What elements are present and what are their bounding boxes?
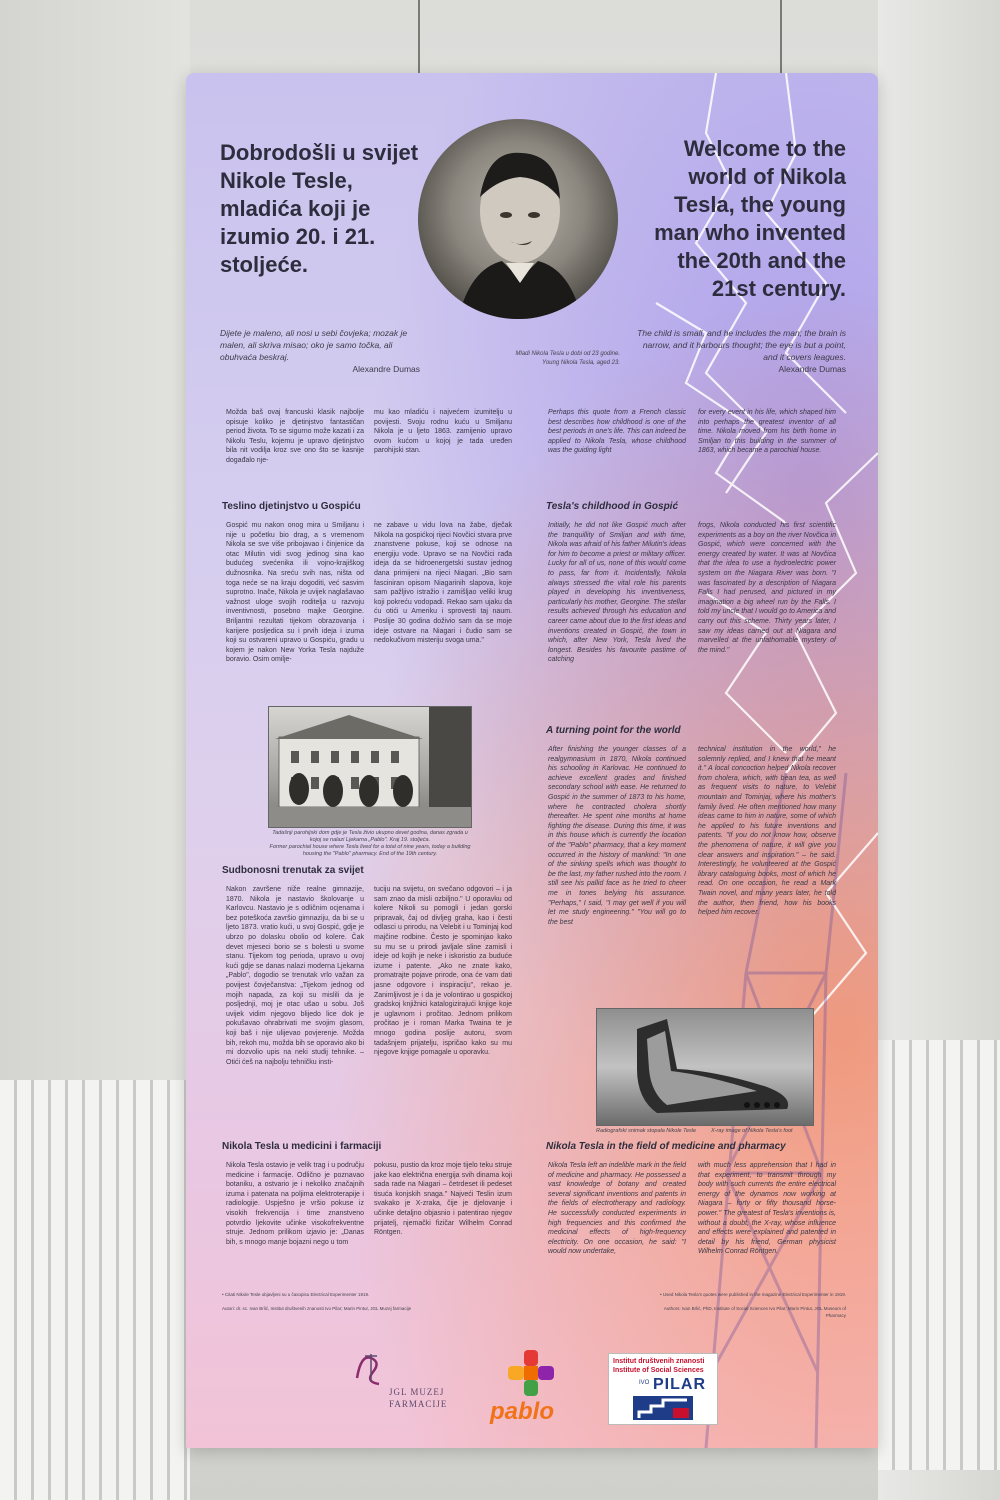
ivo-pilar-institute-logo bbox=[608, 1353, 718, 1425]
quote-english: The child is small, and he includes the man; the brain is narrow, and it harbours thought; the eye is but a point, and it covers leagues. Alexandre Dumas bbox=[637, 328, 846, 374]
medicine-en-col2: with much less apprehension that I had in that experiment, to transmit through my body with such currents the entire electrical energy of the dynamos now working at Niagara – forty or fifty thousand horse-power." The greatest of Tesla's inventions is, without a doubt, the X-ray, whose influence and effects were explained and patented in detail by his friend, German physicist Wilhelm Conrad Röntgen. bbox=[698, 1162, 836, 1256]
medicine-en-col1: Nikola Tesla left an indelible mark in the field of medicine and pharmacy. He possessed a vast knowledge of botany and created several significant inventions and patents in the fields of electrotherapy and radiology. He successfully conducted experiments in high frequencies and this confirmed the medicinal effects of high-frequency electricity. On one occasion, he said: "I would now undertake, bbox=[548, 1162, 686, 1256]
xray-caption-hr: Radiografski snimak stopala Nikole Tesle bbox=[596, 1128, 697, 1134]
medicine-hr-col2: pokusu, pustio da kroz moje tijelo teku struje jake kao električna energija svih dinama koji sada rade na Niagari – četrdeset ili pedeset tisuća konjskih snaga." Najveći Teslin izum svakako je X-zraka, čije je djelovanje i učinke detaljno objasnio i patentirao njegov prijatelj, njemački fizičar Wilhelm Conrad Röntgen. bbox=[374, 1162, 512, 1237]
photo-parochial-house bbox=[268, 706, 472, 828]
pilar-wordmark: PILAR bbox=[653, 1376, 706, 1393]
authors-hr: Autori: dr. sc. Ivan Brlić, Institut društvenih znanosti Ivo Pilar; Marin Pintur, JGL Muzej farmacije bbox=[222, 1306, 412, 1311]
portrait-caption: Mladi Nikola Tesla u dobi od 23 godine. Young Nikola Tesla, aged 23. bbox=[515, 351, 620, 366]
pablo-pharmacy-logo bbox=[482, 1348, 582, 1432]
fateful-hr-col2: tuciju na svijetu, on svečano odgovori – i ja sam znao da misli ozbiljno." U oporavku od kolere Nikoli su pomogli i jedan gorski pripravak, čaj od divljeg graha, kao i česti odlasci u prirodu, na Velebit i u Tominjaj kod majčine rodbine. Često je spominjao kako su mu se u prirodi javljale sline zamisli i ideje od kojih je neke i iskoristio za buduće izume i patente. „Ako ne znate kako, promatrajte pojave prirode, ona će vam dati jasne odgovore i inspiraciju", rekao je. Zanimljivost je i da je volontirao u gospićkoj gradskoj knjižnici katalogizirajući knjige koje je uglavnom i pročitao. Jednom prilikom pročitao je i roman Marka Twaina te je mnogo godina poslije autoru, svom tadašnjem prijatelju, ispričao kako su mu njegove knjige pomagale u oporavku. bbox=[374, 886, 512, 1057]
turning-en-col2: technical institution in the world," he solemnly replied, and I knew that he meant it." A local concoction helped Nikola recover from cholera, which, with bean tea, as well as frequent visits to nature, to Velebit mountain and Tominjaj, where his mother's family lived. He often mentioned how many ideas came to him in nature, some of which he applied to his future inventions and patents. "If you do not know how, observe the phenomena of nature, it will give you clear answers and inspiration." – he said. Interestingly, he volunteered at the Gospić library cataloguing books, most of which he read. On one occasion, he read a Mark Twain novel, and many years later, he told the author, then friend, how his books helped him recover. bbox=[698, 746, 836, 917]
fateful-hr-col1: Nakon završene niže realne gimnazije, 1870. Nikola je nastavio školovanje u Karlovcu. Nastavio je s odličnim ocjenama i bez poteškoća završio gimnaziju, da bi se u ljeto 1873. vratio kući, u svoj Gospić, gdje je ubrzo po dolasku obolio od kolere. Čak devet mjeseci borio se s bolesti u svome stanu. Tijekom tog perioda, upravo u ovoj kući gdje se danas nalazi moderna Ljekarna „Pablo", dogodio se trenutak vrlo važan za povijest čovječanstva: „Tijekom jednog od mojih napada, za koji su mislili da je posljednji, moj je otac ušao u sobu. Još uvijek vidim njegovo blijedo lice dok je pokušavao ohrabrivati me svojim glasom, koji baš i nije ulijevao povjerenje. Možda bih, rekoh mu, možda bih se oporavio ako bi mi dozvolio upis na neki studij tehnike. – Otići ćeš na najbolju tehničku insti- bbox=[226, 886, 364, 1066]
hanging-wire-left bbox=[418, 0, 420, 76]
xray-caption-en: X-ray image of Nikola Tesla's foot bbox=[711, 1128, 793, 1134]
pilar-institute-name: Institut društvenih znanosti Institute of Social Sciences bbox=[613, 1358, 705, 1374]
intro-hr-col2: mu kao mladiću i najvećem izumitelju u povijesti. Svoju rodnu kuću u Smiljanu Nikola je u ljeto 1863. zamijenio upravo ovom kućom u kojoj je tada uređen parohijski stan. bbox=[374, 409, 512, 455]
title-croatian: Dobrodošli u svijet Nikole Tesle, mladića koji je izumio 20. i 21. stoljeće. bbox=[220, 140, 419, 277]
pilar-ivo-text: IVO bbox=[639, 1380, 650, 1386]
pilar-mark bbox=[613, 1376, 715, 1422]
footnote-hr: • Citati Nikole Tesle objavljeni su u časopisu Electrical Experimenter 1919. bbox=[222, 1292, 370, 1297]
building-caption: Tadašnji parohijski dom gdje je Tesla živio ukupno devet godina, danas zgrada u kojoj se nalazi Ljekarna „Pablo". Kraj 19. stoljeća. Former parochial house where Tesla lived for a total of nine years, today a building housing the "Pablo" pharmacy. End of the 19th century. bbox=[269, 830, 471, 857]
childhood-hr-col2: ne zabave u vidu lova na žabe, dječak Nikola na gospićkoj rijeci Novčici stvara prve znanstvene pokuse, koji se odnose na energiju vode. Upravo se na Novčici rađa ideja da se hidroenergetski sustav jednog dana primijeni na rijeci Niagari. „Bio sam fasciniran opisom Niagarinih slapova, koje sam pažljivo istražio i zamišljao veliki krug koji pokreću vodopadi. Rekao sam ujaku da ću otići u Ameriku i sprovesti taj naum. Poslije 30 godina doživio sam da se moje ideje ostvare na Niagari i čudio sam se nedokučivom misteriju svoga uma." bbox=[374, 522, 512, 645]
heading-childhood-en: Tesla's childhood in Gospić bbox=[546, 501, 679, 512]
heading-turning-point-en: A turning point for the world bbox=[546, 725, 681, 736]
heading-fateful-moment-hr: Sudbonosni trenutak za svijet bbox=[222, 865, 364, 876]
intro-en-col2: for every event in his life, which shaped him into perhaps the greatest inventor of all time. Nikola moved from his birth home in Smiljan to this building in the summer of 1863, which became a parochial house. bbox=[698, 409, 836, 455]
radiator-right bbox=[878, 1040, 1000, 1470]
childhood-hr-col1: Gospić mu nakon onog mira u Smiljanu i nije u početku bio drag, a s vremenom Nikola se sve više pribojavao i činjenice da otac Milutin vidi svog jedinog sina kao budućeg svećenika ili vojno-krajiškog dužnosnika. Na sreću svih nas, ništa od toga neće se na kraju dogoditi, već sasvim suprotno. Inače, Nikola je uvijek naglašavao važnost uloge svojih roditelja u razvoju inventivnosti, posebno majke Georgine. Briljantni rezultati tijekom obrazovanja i karijere posljedica su i prvih ideja i izuma koji su ostvareni upravo u Gospiću, gradu u kojem je nakon New Yorka Tesla najduže boravio. Osim omilje- bbox=[226, 522, 364, 664]
intro-hr-col1: Možda baš ovaj francuski klasik najbolje opisuje koliko je djetinjstvo fantastičan period života. To se sigurno može kazati i za Nikolu Teslu, kojemu je upravo djetinjstvo bila nit vodilja kroz sve ono što se kasnije događalo nje- bbox=[226, 409, 364, 464]
pablo-wordmark: pablo bbox=[490, 1398, 554, 1425]
heading-medicine-en: Nikola Tesla in the field of medicine and pharmacy bbox=[546, 1141, 786, 1152]
heading-medicine-hr: Nikola Tesla u medicini i farmaciji bbox=[222, 1141, 382, 1152]
jgl-wordmark: JGL MUZEJ FARMACIJE bbox=[389, 1387, 448, 1409]
photo-xray-foot bbox=[596, 1008, 814, 1126]
title-english: Welcome to the world of Nikola Tesla, the young man who invented the 20th and the 21st century. bbox=[654, 136, 846, 301]
heading-childhood-hr: Teslino djetinjstvo u Gospiću bbox=[222, 501, 361, 512]
exhibition-panel bbox=[186, 73, 878, 1448]
childhood-en-col1: Initially, he did not like Gospić much after the tranquillity of Smiljan and with time, Nikola was afraid of his father Milutin's ideas for him to become a priest or military officer. Lucky for all of us, none of this would come to pass, far from it. Incidentally, Nikola always stressed the vital role his parents played in developing his inventiveness, particularly his mother, Georgine. The stellar results achieved through his education and career came about due to the first ideas and inventions created in Gospić, the town in which, after New York, Tesla lived the longest. Besides his favourite pastime of catching bbox=[548, 522, 686, 664]
hanging-wire-right bbox=[780, 0, 782, 76]
medicine-hr-col1: Nikola Tesla ostavio je velik trag i u području medicine i farmacije. Odlično je poznavao botaniku, a ostvario je i nekoliko značajnih izuma i patenata na poljima elektroterapije i radiologije. Uspješno je vršio pokuse iz visokih frekvencija i time znanstveno potvrdio ljekovite učinke visokofrekventne struje. Jednom prilikom izjavio je: „Danas bih, s mnogo manje bojazni nego u tom bbox=[226, 1162, 364, 1246]
turning-en-col1: After finishing the younger classes of a realgymnasium in 1870, Nikola continued his schooling in Karlovac. He continued to achieve excellent grades and finished secondary school with ease. He returned to Gospić in the summer of 1873 to his home, where he contracted cholera shortly thereafter. He spent nine months at home fighting the disease. During this time, it was in this house which is currently the location of the "Pablo" pharmacy, that a key moment occurred in the history of mankind: "In one of the sinking spells which was thought to be the last, my father rushed into the room. I still see his pallid face as he tried to cheer me in tones belying his assurance. "Perhaps," I said, "I may get well if you will let me study engineering." "You will go to the best bbox=[548, 746, 686, 926]
jgl-museum-logo bbox=[351, 1348, 461, 1428]
quote-croatian: Dijete je maleno, ali nosi u sebi čovjeka; mozak je malen, ali skriva misao; oko je samo točka, ali obuhvaća beskraj. Alexandre Dumas bbox=[220, 328, 420, 374]
authors-en: Authors: Ivan Brlić, PhD, Institute of Social Sciences Ivo Pilar; Marin Pintur, JGL Museum of Pharmacy bbox=[663, 1306, 846, 1318]
intro-en-col1: Perhaps this quote from a French classic best describes how childhood is one of the best periods in one's life. This can indeed be applied to Nikola Tesla, whose childhood was the guiding light bbox=[548, 409, 686, 455]
footnote-en: • Used Nikola Tesla's quotes were published in the magazine Electrical Experimenter in 1919. bbox=[660, 1292, 846, 1297]
childhood-en-col2: frogs, Nikola conducted his first scientific experiments as a boy on the river Novčica in Gospić, which were concerned with the energy created by water. It was at Novčica that the idea to use a hydroelectric power system on the Niagara River was born. "I was fascinated by a description of Niagara Falls I had perused, and pictured in my imagination a big wheel run by the Falls. I told my uncle that I would go to America and carry out this scheme. Thirty years later, I saw my ideas carried out at Niagara and marvelled at the unfathomable mystery of the mind." bbox=[698, 522, 836, 654]
radiator-left bbox=[0, 1080, 190, 1500]
tesla-portrait bbox=[418, 119, 618, 319]
